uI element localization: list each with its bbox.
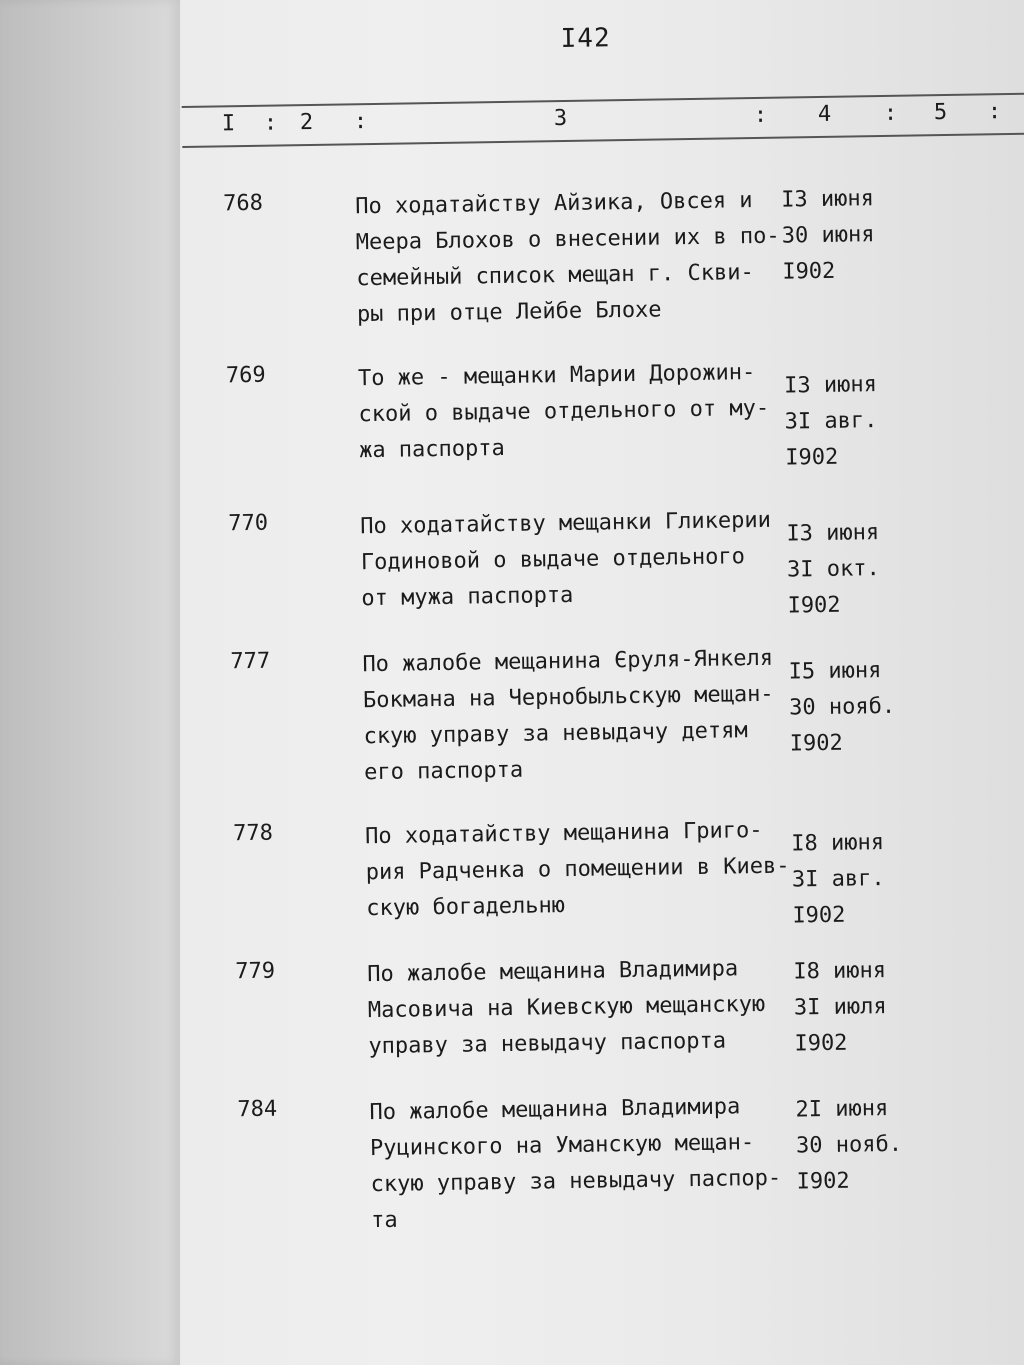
description-line: его паспорта	[363, 757, 524, 786]
list-item	[227, 1085, 1017, 1234]
year: I902	[796, 1168, 850, 1195]
column-header-separator: :	[753, 102, 768, 128]
description-line: жа паспорта	[358, 435, 505, 464]
end-date: 3I июля	[793, 994, 887, 1021]
end-date: 3I авг.	[784, 408, 878, 435]
document-page	[180, 0, 1024, 1365]
column-header-separator: :	[883, 100, 898, 126]
end-date: 30 нояб.	[788, 693, 896, 721]
entry-dates	[788, 653, 896, 763]
start-date: I8 июня	[791, 830, 885, 857]
end-date: 3I окт.	[786, 556, 880, 583]
start-date: I3 июня	[783, 372, 878, 399]
description-line: То же - мещанки Марии Дорожин-	[357, 360, 756, 392]
list-item	[213, 179, 1003, 328]
start-date: I3 июня	[786, 520, 880, 547]
entry-dates	[793, 953, 887, 1062]
column-header-4: 4	[817, 101, 832, 127]
entry-number: 778	[232, 820, 274, 847]
entry-number: 777	[230, 648, 271, 675]
entry-description	[367, 950, 809, 1065]
entry-dates	[781, 181, 875, 290]
description-line: управу за невыдачу паспорта	[368, 1028, 727, 1060]
header-rule-bottom	[182, 133, 1024, 148]
list-item	[216, 351, 1006, 471]
header-rule-top	[182, 93, 1024, 108]
end-date: 30 июня	[781, 222, 875, 249]
entry-description	[355, 182, 797, 333]
description-line: от мужа паспорта	[361, 582, 574, 612]
column-header-2: 2	[299, 109, 314, 136]
year: I902	[785, 444, 839, 471]
start-date: I3 июня	[781, 186, 875, 213]
entry-dates	[791, 825, 885, 934]
column-header-separator: :	[263, 110, 278, 136]
column-header-separator: :	[987, 99, 1002, 125]
description-line: По ходатайству мещанки Гликерии	[360, 507, 772, 540]
description-line: По жалобе мещанина Єруля-Янкеля	[362, 645, 774, 678]
facing-page-edge	[0, 0, 180, 1365]
description-line: Бокмана на Чернобыльскую мещан-	[362, 681, 774, 714]
start-date: 2I июня	[795, 1096, 889, 1123]
start-date: I5 июня	[788, 658, 882, 685]
entry-number: 770	[228, 510, 269, 537]
page-number: I42	[560, 23, 611, 55]
entry-dates	[786, 515, 880, 624]
description-line: Масовича на Киевскую мещанскую	[367, 991, 766, 1024]
year: I902	[787, 592, 841, 619]
description-line: ской о выдаче отдельного от му-	[358, 395, 770, 428]
list-item	[223, 809, 1013, 929]
entry-dates	[795, 1091, 903, 1201]
end-date: 30 нояб.	[795, 1131, 903, 1159]
entry-dates	[784, 367, 878, 476]
start-date: I8 июня	[793, 958, 887, 985]
entry-description	[369, 1088, 811, 1239]
description-line: скую богадельню	[366, 893, 566, 922]
year: I902	[789, 730, 843, 757]
end-date: 3I авг.	[791, 866, 885, 893]
description-line: семейный список мещан г. Скви-	[356, 260, 754, 292]
description-line: рия Радченка о помещении в Киев-	[365, 853, 790, 886]
entry-number: 779	[235, 958, 276, 985]
description-line: скую управу за невыдачу паспор-	[370, 1165, 782, 1198]
description-line: По ходатайству Айзика, Овсея и	[355, 188, 753, 220]
description-line: та	[371, 1207, 398, 1234]
entry-description	[365, 812, 807, 927]
description-line: ры при отце Лейбе Блохе	[356, 297, 662, 328]
list-item	[225, 947, 1015, 1060]
description-line: Меера Блохов о внесении их в по-	[355, 223, 780, 256]
entry-description	[360, 502, 802, 617]
description-line: По жалобе мещанина Владимира	[367, 956, 739, 988]
description-line: По жалобе мещанина Владимира	[369, 1094, 741, 1126]
description-line: скую управу за невыдачу детям	[363, 718, 748, 750]
year: I902	[794, 1030, 848, 1057]
column-header-separator: :	[353, 109, 368, 135]
description-line: Руцинского на Уманскую мещан-	[369, 1130, 755, 1162]
entry-description	[358, 354, 800, 469]
year: I902	[792, 902, 846, 929]
column-header-3: 3	[553, 105, 568, 132]
entry-description	[362, 640, 804, 791]
description-line: Годиновой о выдаче отдельного	[360, 544, 746, 576]
list-item	[220, 637, 1010, 786]
column-header-5: 5	[933, 99, 948, 126]
column-header-1: I	[221, 111, 236, 137]
entry-number: 784	[237, 1096, 278, 1123]
year: I902	[782, 258, 836, 285]
entry-number: 769	[225, 362, 266, 389]
list-item	[218, 499, 1008, 619]
entry-number: 768	[223, 190, 264, 217]
description-line: По ходатайству мещанина Григо-	[364, 817, 763, 850]
